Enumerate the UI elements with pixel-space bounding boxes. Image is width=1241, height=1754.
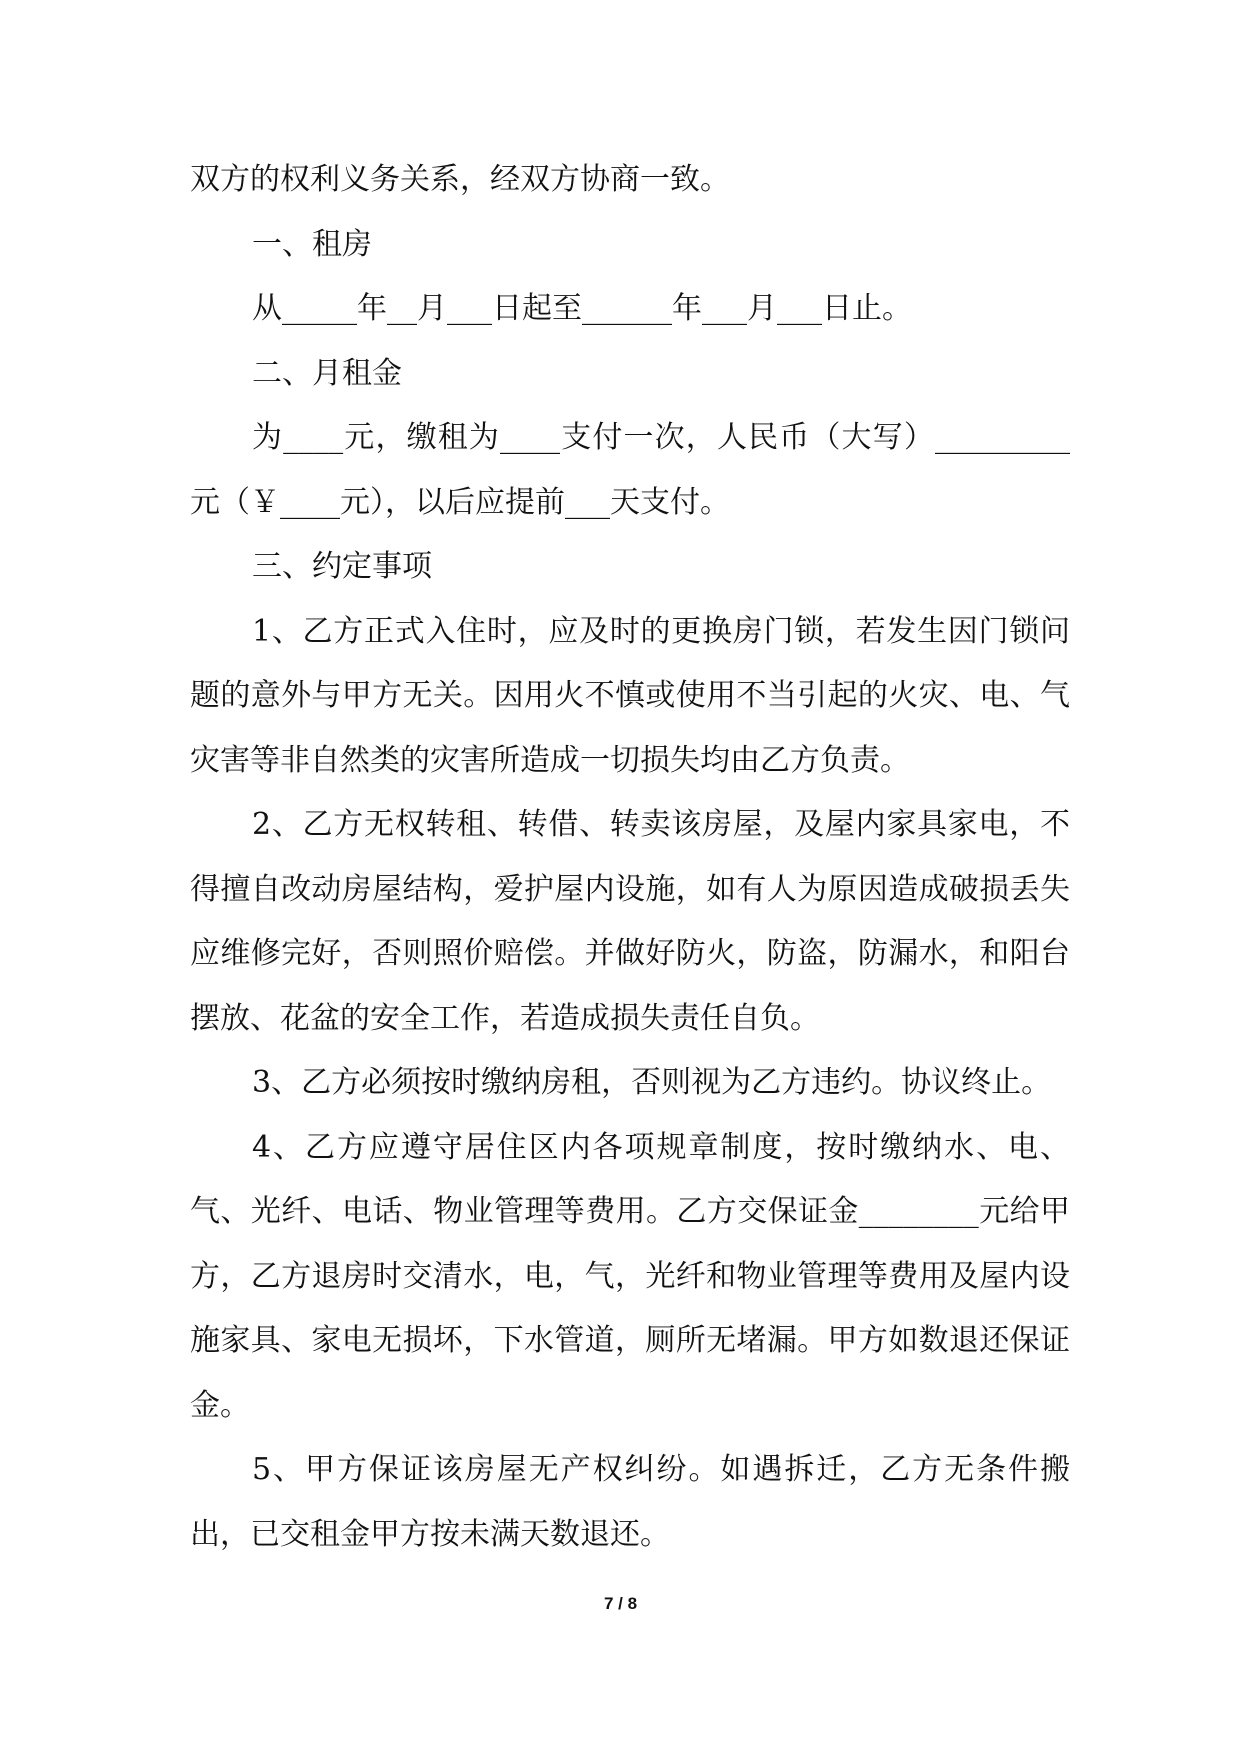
paragraph-clause-1: 1、乙方正式入住时，应及时的更换房门锁，若发生因门锁问题的意外与甲方无关。因用火不慎或使用不当引起的火灾、电、气灾害等非自然类的灾害所造成一切损失均由乙方负责。 xyxy=(190,613,1070,778)
heading-monthly-rent: 二、月租金 xyxy=(252,355,402,391)
paragraph-intro: 双方的权利义务关系，经双方协商一致。 xyxy=(190,162,730,197)
paragraph-clause-4: 4、乙方应遵守居住区内各项规章制度，按时缴纳水、电、气、光纤、电话、物业管理等费用。乙方交保证金________元给甲方，乙方退房时交清水，电，气，光纤和物业管理等费用及屋内设施家具、家电无损坏，下水管道，厕所无堵漏。甲方如数退还保证金。 xyxy=(190,1129,1070,1423)
document-body xyxy=(190,148,1070,1567)
heading-agreed-matters: 三、约定事项 xyxy=(252,549,432,584)
page-number: 7 / 8 xyxy=(603,1594,638,1613)
paragraph-rent-terms: 为____元，缴租为____支付一次，人民币（大写）_________元（￥____元），以后应提前___天支付。 xyxy=(190,420,1070,520)
heading-rental: 一、租房 xyxy=(252,226,372,262)
paragraph-clause-5: 5、甲方保证该房屋无产权纠纷。如遇拆迁，乙方无条件搬出，已交租金甲方按未满天数退还。 xyxy=(190,1452,1070,1552)
paragraph-clause-2: 2、乙方无权转租、转借、转卖该房屋，及屋内家具家电，不得擅自改动房屋结构，爱护屋内设施，如有人为原因造成破损丢失应维修完好，否则照价赔偿。并做好防火，防盗，防漏水，和阳台摆放、花盆的安全工作，若造成损失责任自负。 xyxy=(190,807,1070,1036)
paragraph-clause-3: 3、乙方必须按时缴纳房租，否则视为乙方违约。协议终止。 xyxy=(252,1065,1052,1100)
paragraph-rental-period: 从_____年__月___日起至______年___月___日止。 xyxy=(252,291,912,326)
